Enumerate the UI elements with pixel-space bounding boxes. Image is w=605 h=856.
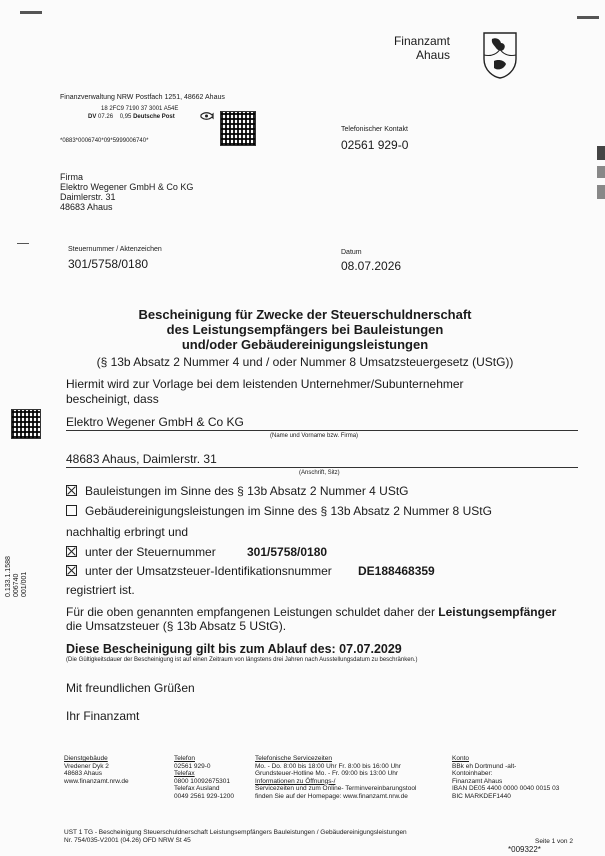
edge-mark-1 xyxy=(597,146,605,160)
fold-mark-mid xyxy=(17,243,29,244)
footer-account: Konto BBk eh Dortmund -alt- Kontoinhaber: Finanzamt Ahaus IBAN DE05 4400 0000 0040 0015 03 BIC MARKDEF1440 xyxy=(452,755,560,800)
barcode-line: *0883*0006740*09*5999006740* xyxy=(60,138,149,144)
postage-line: DV 07.26 0,95 Deutsche Post xyxy=(88,114,175,120)
validity-statement: Diese Bescheinigung gilt bis zum Ablauf des: 07.07.2029 xyxy=(66,642,402,656)
check-ustid: unter der Umsatzsteuer-Identifikationsnummer xyxy=(66,564,332,578)
checkbox-checked-icon xyxy=(66,546,77,557)
edge-mark-3 xyxy=(597,185,605,199)
authority-name: Finanzamt Ahaus xyxy=(393,34,450,62)
validity-note: (Die Gültigkeitsdauer der Bescheinigung ist auf einen Zeitraum von längstens drei Jahren nach Ausstellungsdatum zu beschränken.) xyxy=(66,657,418,663)
margin-codes: 0.133.1.1588 006740 001/001 xyxy=(5,556,28,597)
registriert-text: registriert ist. xyxy=(66,583,135,597)
margin-datamatrix xyxy=(11,409,41,439)
return-address: Finanzverwaltung NRW Postfach 1251, 48662 Ahaus xyxy=(60,94,225,101)
document-title: Bescheinigung für Zwecke der Steuerschuldnerschaft des Leistungsempfängers bei Bauleistungen und/oder Gebäudereinigungsleistungen xyxy=(138,307,472,352)
steuernummer-value: 301/5758/0180 xyxy=(247,545,328,559)
fold-mark-right xyxy=(577,16,599,19)
footer-building: Dienstgebäude Vredener Dyk 2 48683 Ahaus www.finanzamt.nrw.de xyxy=(64,755,129,785)
date-value: 08.07.2026 xyxy=(341,259,402,273)
checkbox-checked-icon xyxy=(66,485,77,496)
reference-value: 301/5758/0180 xyxy=(68,257,149,271)
footer-service: Telefonische Servicezeiten Mo. - Do. 8:00 bis 18:00 Uhr Fr. 8:00 bis 16:00 Uhr Grundsteuer-Hotline Mo. - Fr. 09:00 bis 13:00 Uhr Informationen zu Öffnungs-/ Servicezeiten und zum Online- Terminvereinbarungstool finden Sie auf der Homepage: www.finanzamt.nrw.de xyxy=(255,755,417,800)
closing-greeting: Mit freundlichen Grüßen xyxy=(66,681,195,695)
contact-label: Telefonischer Kontakt xyxy=(341,126,408,133)
nachhaltig-text: nachhaltig erbringt und xyxy=(66,525,189,539)
company-name-field: Elektro Wegener GmbH & Co KG xyxy=(66,415,578,431)
title-legal-basis: (§ 13b Absatz 2 Nummer 4 und / oder Nummer 8 Umsatzsteuergesetz (UStG)) xyxy=(96,355,514,369)
ustid-value: DE188468359 xyxy=(358,564,435,578)
date-label: Datum xyxy=(341,249,362,256)
liability-text: Für die oben genannten empfangenen Leistungen schuldet daher der Leistungsempfänger die Umsatzsteuer (§ 13b Absatz 5 UStG). xyxy=(66,605,557,633)
serial-number: *009322* xyxy=(508,845,541,854)
check-bauleistungen: Bauleistungen im Sinne des § 13b Absatz 2 Nummer 4 UStG xyxy=(66,484,409,498)
fold-mark-left xyxy=(20,11,42,14)
edge-mark-2 xyxy=(597,166,605,178)
company-address-caption: (Anschrift, Sitz) xyxy=(299,470,340,476)
form-reference: UST 1 TG - Bescheinigung Steuerschuldnerschaft Leistungsempfängers Bauleistungen / Gebäudereinigungsleistungen Nr. 754/035-V2001 (04.26) OFD NRW St 45 xyxy=(64,829,407,844)
postage-datamatrix xyxy=(220,111,256,146)
closing-signature: Ihr Finanzamt xyxy=(66,709,140,723)
company-name-caption: (Name und Vorname bzw. Firma) xyxy=(270,433,359,439)
company-address-field: 48683 Ahaus, Daimlerstr. 31 xyxy=(66,452,578,468)
checkbox-unchecked-icon xyxy=(66,505,77,516)
intro-text: Hiermit wird zur Vorlage bei dem leistenden Unternehmer/Subunternehmer bescheinigt, dass xyxy=(66,377,464,406)
recipient-address: Firma Elektro Wegener GmbH & Co KG Daimlerstr. 31 48683 Ahaus xyxy=(60,172,194,212)
postage-code: 18 2FC9 7190 37 3001 A54E xyxy=(101,106,179,112)
posthorn-icon xyxy=(200,111,214,121)
page-number: Seite 1 von 2 xyxy=(535,838,573,845)
reference-label: Steuernummer / Aktenzeichen xyxy=(68,246,162,253)
footer-phone: Telefon 02561 929-0 Telefax 0800 10092675301 Telefax Ausland 0049 2561 929-1200 xyxy=(174,755,235,800)
contact-phone: 02561 929-0 xyxy=(341,138,409,152)
check-steuernummer: unter der Steuernummer xyxy=(66,545,216,559)
nrw-coat-of-arms-icon xyxy=(482,31,518,79)
checkbox-checked-icon xyxy=(66,565,77,576)
check-gebaeudereinigung: Gebäudereinigungsleistungen im Sinne des § 13b Absatz 2 Nummer 8 UStG xyxy=(66,504,492,518)
